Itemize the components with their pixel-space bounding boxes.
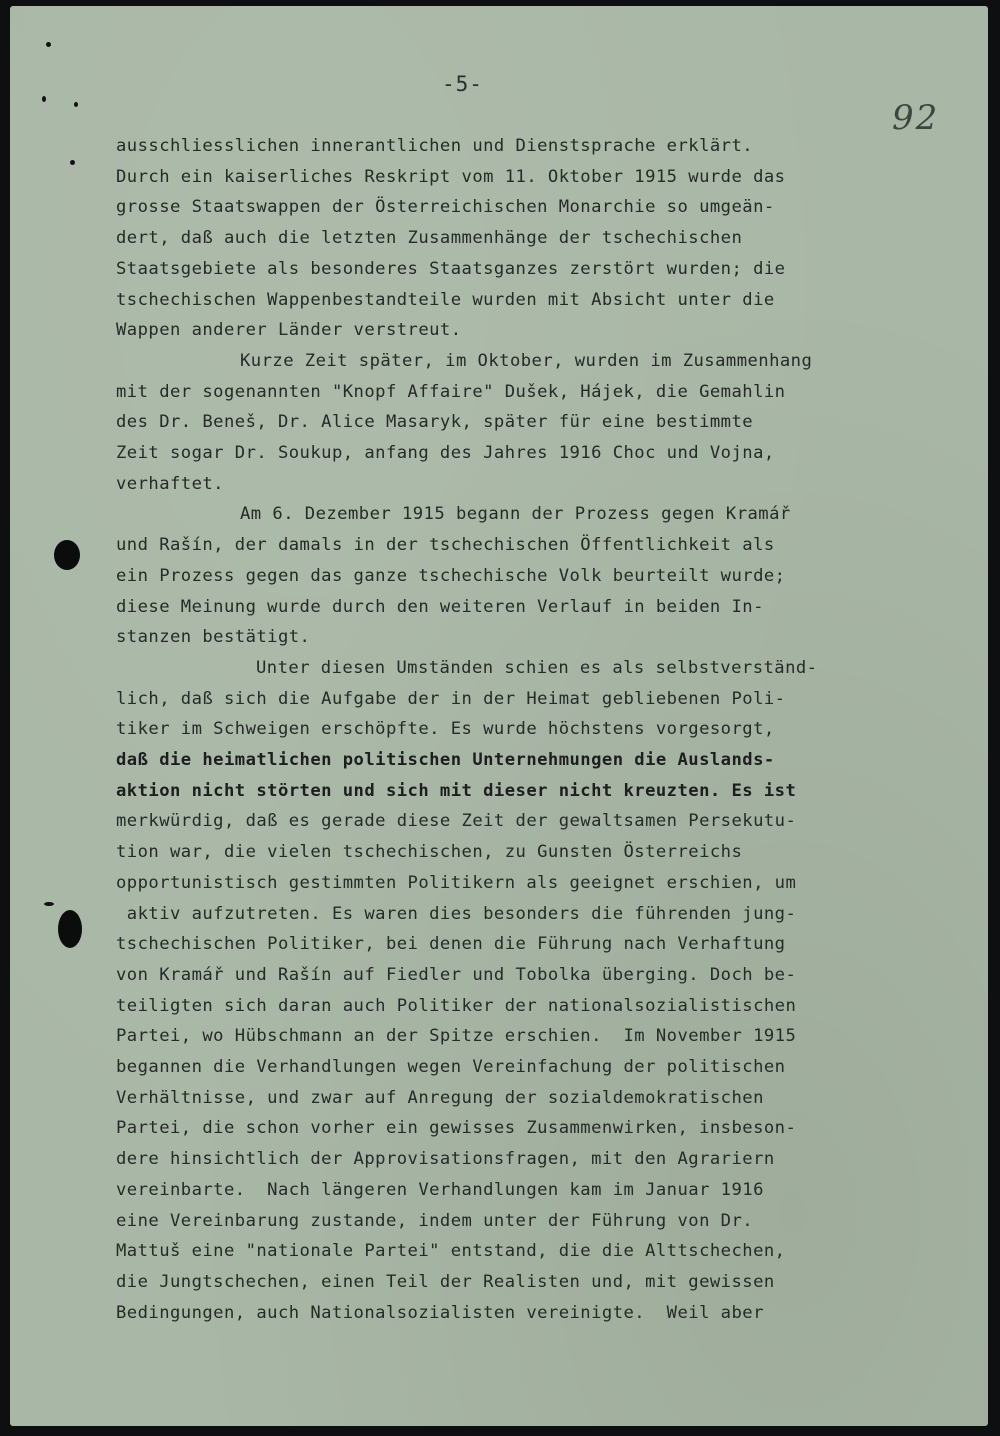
text-line: ausschliesslichen innerantlichen und Dienstsprache erklärt. [116,136,754,156]
text-line: und Rašín, der damals in der tschechischen Öffentlichkeit als [116,535,775,556]
text-line: Durch ein kaiserliches Reskript vom 11. Oktober 1915 wurde das [116,166,786,187]
text-line: Partei, die schon vorher ein gewisses Zusammenwirken, insbeson- [116,1118,797,1139]
text-line: begannen die Verhandlungen wegen Vereinfachung der politischen [116,1057,786,1077]
text-line: von Kramář und Rašín auf Fiedler und Tobolka überging. Doch be- [116,964,797,985]
text-line: dere hinsichtlich der Approvisationsfragen, mit den Agrariern [116,1149,775,1170]
text-line: mit der sogenannten "Knopf Affaire" Dušek, Hájek, die Gemahlin [116,381,786,402]
text-line: daß die heimatlichen politischen Unternehmungen die Auslands- [116,750,775,770]
text-line: opportunistisch gestimmten Politikern als geeignet erschien, um [116,872,797,893]
body-text [10,6,988,1426]
text-line: merkwürdig, daß es gerade diese Zeit der gewaltsamen Persekutu- [116,811,797,832]
document-page [10,6,988,1426]
text-line: Mattuš eine "nationale Partei" entstand, die die Alttschechen, [116,1241,786,1262]
text-line: verhaftet. [116,473,224,494]
text-line: vereinbarte. Nach längeren Verhandlungen kam im Januar 1916 [116,1179,764,1200]
text-line: die Jungtschechen, einen Teil der Realisten und, mit gewissen [116,1271,775,1292]
text-line: lich, daß sich die Aufgabe der in der Heimat gebliebenen Poli- [116,688,786,709]
text-line: dert, daß auch die letzten Zusammenhänge der tschechischen [116,228,743,249]
text-line: Am 6. Dezember 1915 begann der Prozess gegen Kramář [240,504,791,525]
text-line: Unter diesen Umständen schien es als selbstverständ- [256,657,818,678]
text-line: teiligten sich daran auch Politiker der nationalsozialistischen [116,995,797,1016]
text-line: Wappen anderer Länder verstreut. [116,320,462,341]
text-line: Verhältnisse, und zwar auf Anregung der sozialdemokratischen [116,1087,764,1108]
text-line: diese Meinung wurde durch den weiteren Verlauf in beiden In- [116,596,764,617]
text-line: tschechischen Politiker, bei denen die Führung nach Verhaftung [116,934,786,955]
text-line: aktion nicht störten und sich mit dieser nicht kreuzten. Es ist [116,780,797,801]
text-line: aktiv aufzutreten. Es waren dies besonders die führenden jung- [116,903,797,924]
text-line: tion war, die vielen tschechischen, zu Gunsten Österreichs [116,842,743,863]
text-line: Zeit sogar Dr. Soukup, anfang des Jahres 1916 Choc und Vojna, [116,443,775,463]
text-line: Kurze Zeit später, im Oktober, wurden im Zusammenhang [240,350,813,371]
text-line: Bedingungen, auch Nationalsozialisten vereinigte. Weil aber [116,1302,764,1323]
text-line: ein Prozess gegen das ganze tschechische Volk beurteilt wurde; [116,565,786,586]
text-line: tschechischen Wappenbestandteile wurden mit Absicht unter die [116,289,775,310]
text-line: eine Vereinbarung zustande, indem unter der Führung von Dr. [116,1210,754,1231]
folio-number: 92 [892,98,940,138]
text-line: stanzen bestätigt. [116,627,311,648]
text-line: grosse Staatswappen der Österreichischen Monarchie so umgeän- [116,197,775,218]
text-line: tiker im Schweigen erschöpfte. Es wurde höchstens vorgesorgt, [116,719,775,740]
text-line: Partei, wo Hübschmann an der Spitze erschien. Im November 1915 [116,1026,797,1047]
page-number: -5- [442,72,483,96]
text-line: des Dr. Beneš, Dr. Alice Masaryk, später für eine bestimmte [116,412,754,433]
text-line: Staatsgebiete als besonderes Staatsganzes zerstört wurden; die [116,258,786,279]
